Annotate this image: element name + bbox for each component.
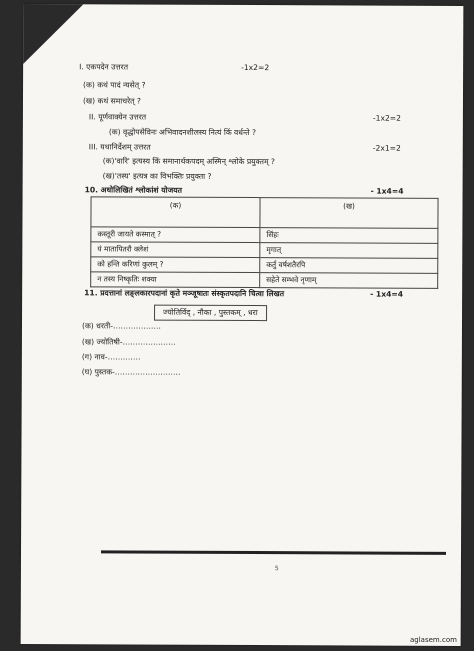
section-i-heading: I. एकपदेन उत्तरत xyxy=(79,62,129,72)
answer-line-kha: (ख) ज्योतिषी-………………… xyxy=(81,337,176,347)
row-left-cell: को हन्ति करिणां कुलम् ? xyxy=(91,257,260,273)
table-row xyxy=(91,257,438,274)
match-table-header xyxy=(91,197,438,229)
exam-page xyxy=(21,4,464,646)
section-i-marks: -1x2=2 xyxy=(241,62,270,73)
section-iii-question-ka: (क)'वारि' इत्यस्य किं समानार्थकपदम् अस्मिन् श्लोके प्रयुक्तम् ? xyxy=(102,156,275,167)
answer-line-ga: (ग) नाव-…………. xyxy=(81,352,141,362)
answer-line-ka: (क) धरती-………………. xyxy=(81,321,161,331)
question-11-marks: - 1x4=4 xyxy=(370,289,404,299)
match-table xyxy=(90,196,438,289)
word-bank-box: ज्योतिर्विद् , नौका , पुस्तकम् , धरा xyxy=(154,305,267,321)
section-i-question-kha: (ख) कथं समाचरेत् ? xyxy=(82,96,141,106)
row-left-cell: कस्तूरी जायते कस्मात् ? xyxy=(91,227,260,243)
row-left-cell: न तस्य निष्कृतिः शक्या xyxy=(91,272,260,288)
column-kha-header: (ख) xyxy=(260,198,438,229)
column-ka-header: (क) xyxy=(91,197,260,228)
question-11-heading: 11. प्रदत्तानां लङ्लकारपदानां कृते मञ्जूषातः संस्कृतपदानि चित्वा लिखत xyxy=(84,288,285,299)
folded-corner xyxy=(23,4,83,64)
question-10-marks: - 1x4=4 xyxy=(370,186,404,196)
row-right-cell: सिंहः xyxy=(260,228,438,244)
table-row xyxy=(91,242,438,259)
row-right-cell: कर्तुं वर्षशतैरपि xyxy=(260,258,438,274)
brand-watermark: aglasem.com xyxy=(410,636,457,644)
table-row xyxy=(91,227,438,244)
section-ii-question-ka: (क) वृद्धोपसेविनः अभिवादनशीलस्य नित्यं किं वर्धन्ते ? xyxy=(108,127,257,138)
row-right-cell: मृगात् xyxy=(260,243,438,259)
question-10-heading: 10. अधोलिखितं श्लोकांशं योजयत xyxy=(84,185,182,195)
table-row xyxy=(91,272,438,289)
section-iii-question-kha: (ख)'तस्य' इत्यत्र का विभक्तिः प्रयुक्ता ? xyxy=(102,171,212,181)
section-iii-heading: III. यथानिर्देशम् उत्तरत xyxy=(88,142,151,152)
row-right-cell: सहेते सम्भवे नृणाम् xyxy=(260,273,438,289)
section-iii-marks: -2x1=2 xyxy=(372,143,401,153)
section-ii-heading: II. पूर्णवाक्येन उत्तरत xyxy=(88,112,147,122)
section-ii-marks: -1x2=2 xyxy=(372,113,402,123)
footer-rule xyxy=(101,550,446,555)
answer-line-gha: (घ) पुस्तक-…………………….. xyxy=(81,367,181,377)
section-i-question-ka: (क) कथं पादं न्यसेत् ? xyxy=(83,80,146,90)
page-number: 5 xyxy=(274,565,279,573)
row-left-cell: यं मातापितरौ क्लेशं xyxy=(91,242,260,258)
